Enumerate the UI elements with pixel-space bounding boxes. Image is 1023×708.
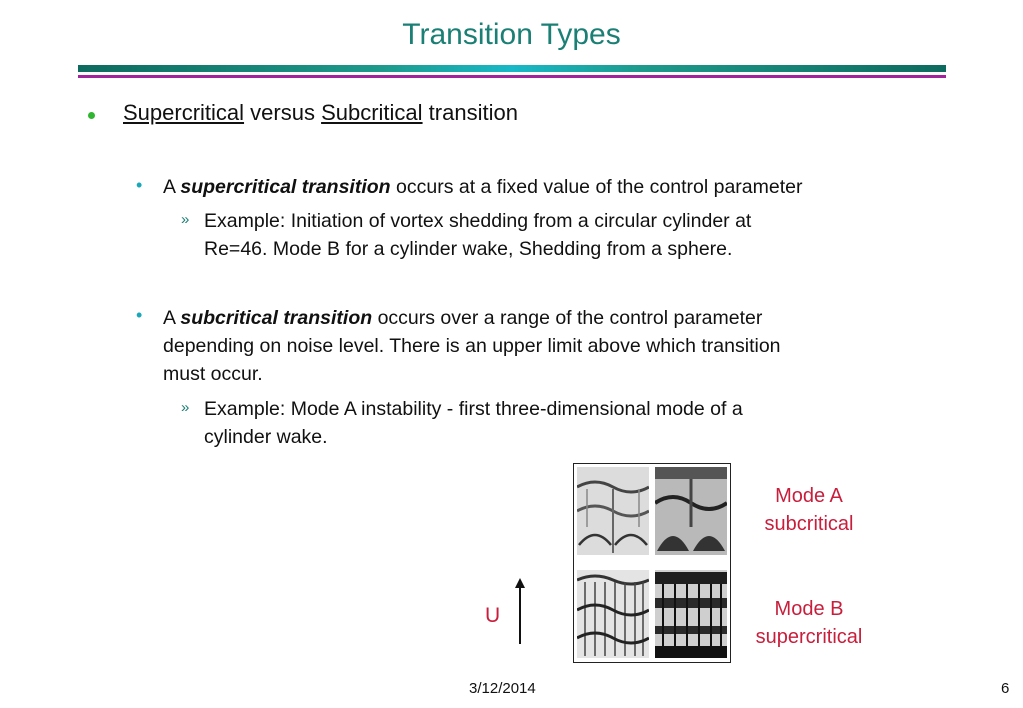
level3-bullet-mark: » bbox=[181, 211, 190, 228]
mode-b-panel-left bbox=[577, 570, 649, 658]
mode-a-right-wake-image bbox=[655, 467, 727, 555]
term-supercritical: Supercritical bbox=[123, 100, 245, 125]
footer-date: 3/12/2014 bbox=[469, 680, 536, 697]
mode-b-panel-right bbox=[655, 570, 727, 658]
mode-b-left-wake-image bbox=[577, 570, 649, 658]
flow-velocity-label: U bbox=[485, 604, 501, 627]
mode-a-caption bbox=[745, 482, 873, 538]
level2-bullet-dot: • bbox=[136, 175, 143, 195]
subcritical-definition bbox=[163, 304, 953, 388]
subcritical-example bbox=[204, 395, 904, 451]
level1-bullet-dot bbox=[88, 112, 95, 119]
level2-bullet-dot: • bbox=[136, 305, 143, 325]
supercritical-definition bbox=[163, 173, 953, 201]
sub-example-line1: Example: Mode A instability - first three-dimensional mode of a bbox=[204, 398, 743, 420]
supercritical-example bbox=[204, 207, 904, 263]
super-pre: A bbox=[163, 176, 181, 198]
mode-b-type: supercritical bbox=[755, 626, 863, 648]
level3-bullet-mark: » bbox=[181, 399, 190, 416]
mode-b-right-wake-image bbox=[655, 570, 727, 658]
mode-b-label: Mode B bbox=[774, 598, 844, 620]
wake-visualization-figure bbox=[573, 463, 731, 663]
bullet1-mid: versus bbox=[244, 100, 322, 125]
term-subcritical: Subcritical bbox=[321, 100, 423, 125]
mode-a-label: Mode A bbox=[775, 485, 843, 507]
sub-rest-line2: depending on noise level. There is an upper limit above which transition bbox=[163, 335, 781, 357]
subcritical-term: subcritical transition bbox=[180, 307, 373, 329]
mode-a-type: subcritical bbox=[764, 513, 854, 535]
bullet1-end: transition bbox=[422, 100, 518, 125]
page-number: 6 bbox=[1001, 680, 1010, 697]
mode-a-left-wake-image bbox=[577, 467, 649, 555]
title-rule-purple bbox=[78, 75, 946, 78]
sub-rest-line1: occurs over a range of the control parameter bbox=[372, 307, 763, 329]
mode-a-panel-right bbox=[655, 467, 727, 555]
mode-b-caption bbox=[740, 595, 878, 651]
slide-title: Transition Types bbox=[402, 18, 621, 51]
bullet-supercritical-vs-subcritical bbox=[123, 100, 518, 126]
super-rest: occurs at a fixed value of the control parameter bbox=[390, 176, 803, 198]
mode-a-panel-left bbox=[577, 467, 649, 555]
super-example-line1: Example: Initiation of vortex shedding from a circular cylinder at bbox=[204, 210, 752, 232]
supercritical-term: supercritical transition bbox=[180, 176, 391, 198]
title-rule-teal bbox=[78, 65, 946, 72]
sub-pre: A bbox=[163, 307, 181, 329]
flow-direction-arrow-line bbox=[519, 586, 521, 644]
sub-rest-line3: must occur. bbox=[163, 363, 263, 385]
super-example-line2: Re=46. Mode B for a cylinder wake, Shedding from a sphere. bbox=[204, 238, 733, 260]
sub-example-line2: cylinder wake. bbox=[204, 426, 328, 448]
